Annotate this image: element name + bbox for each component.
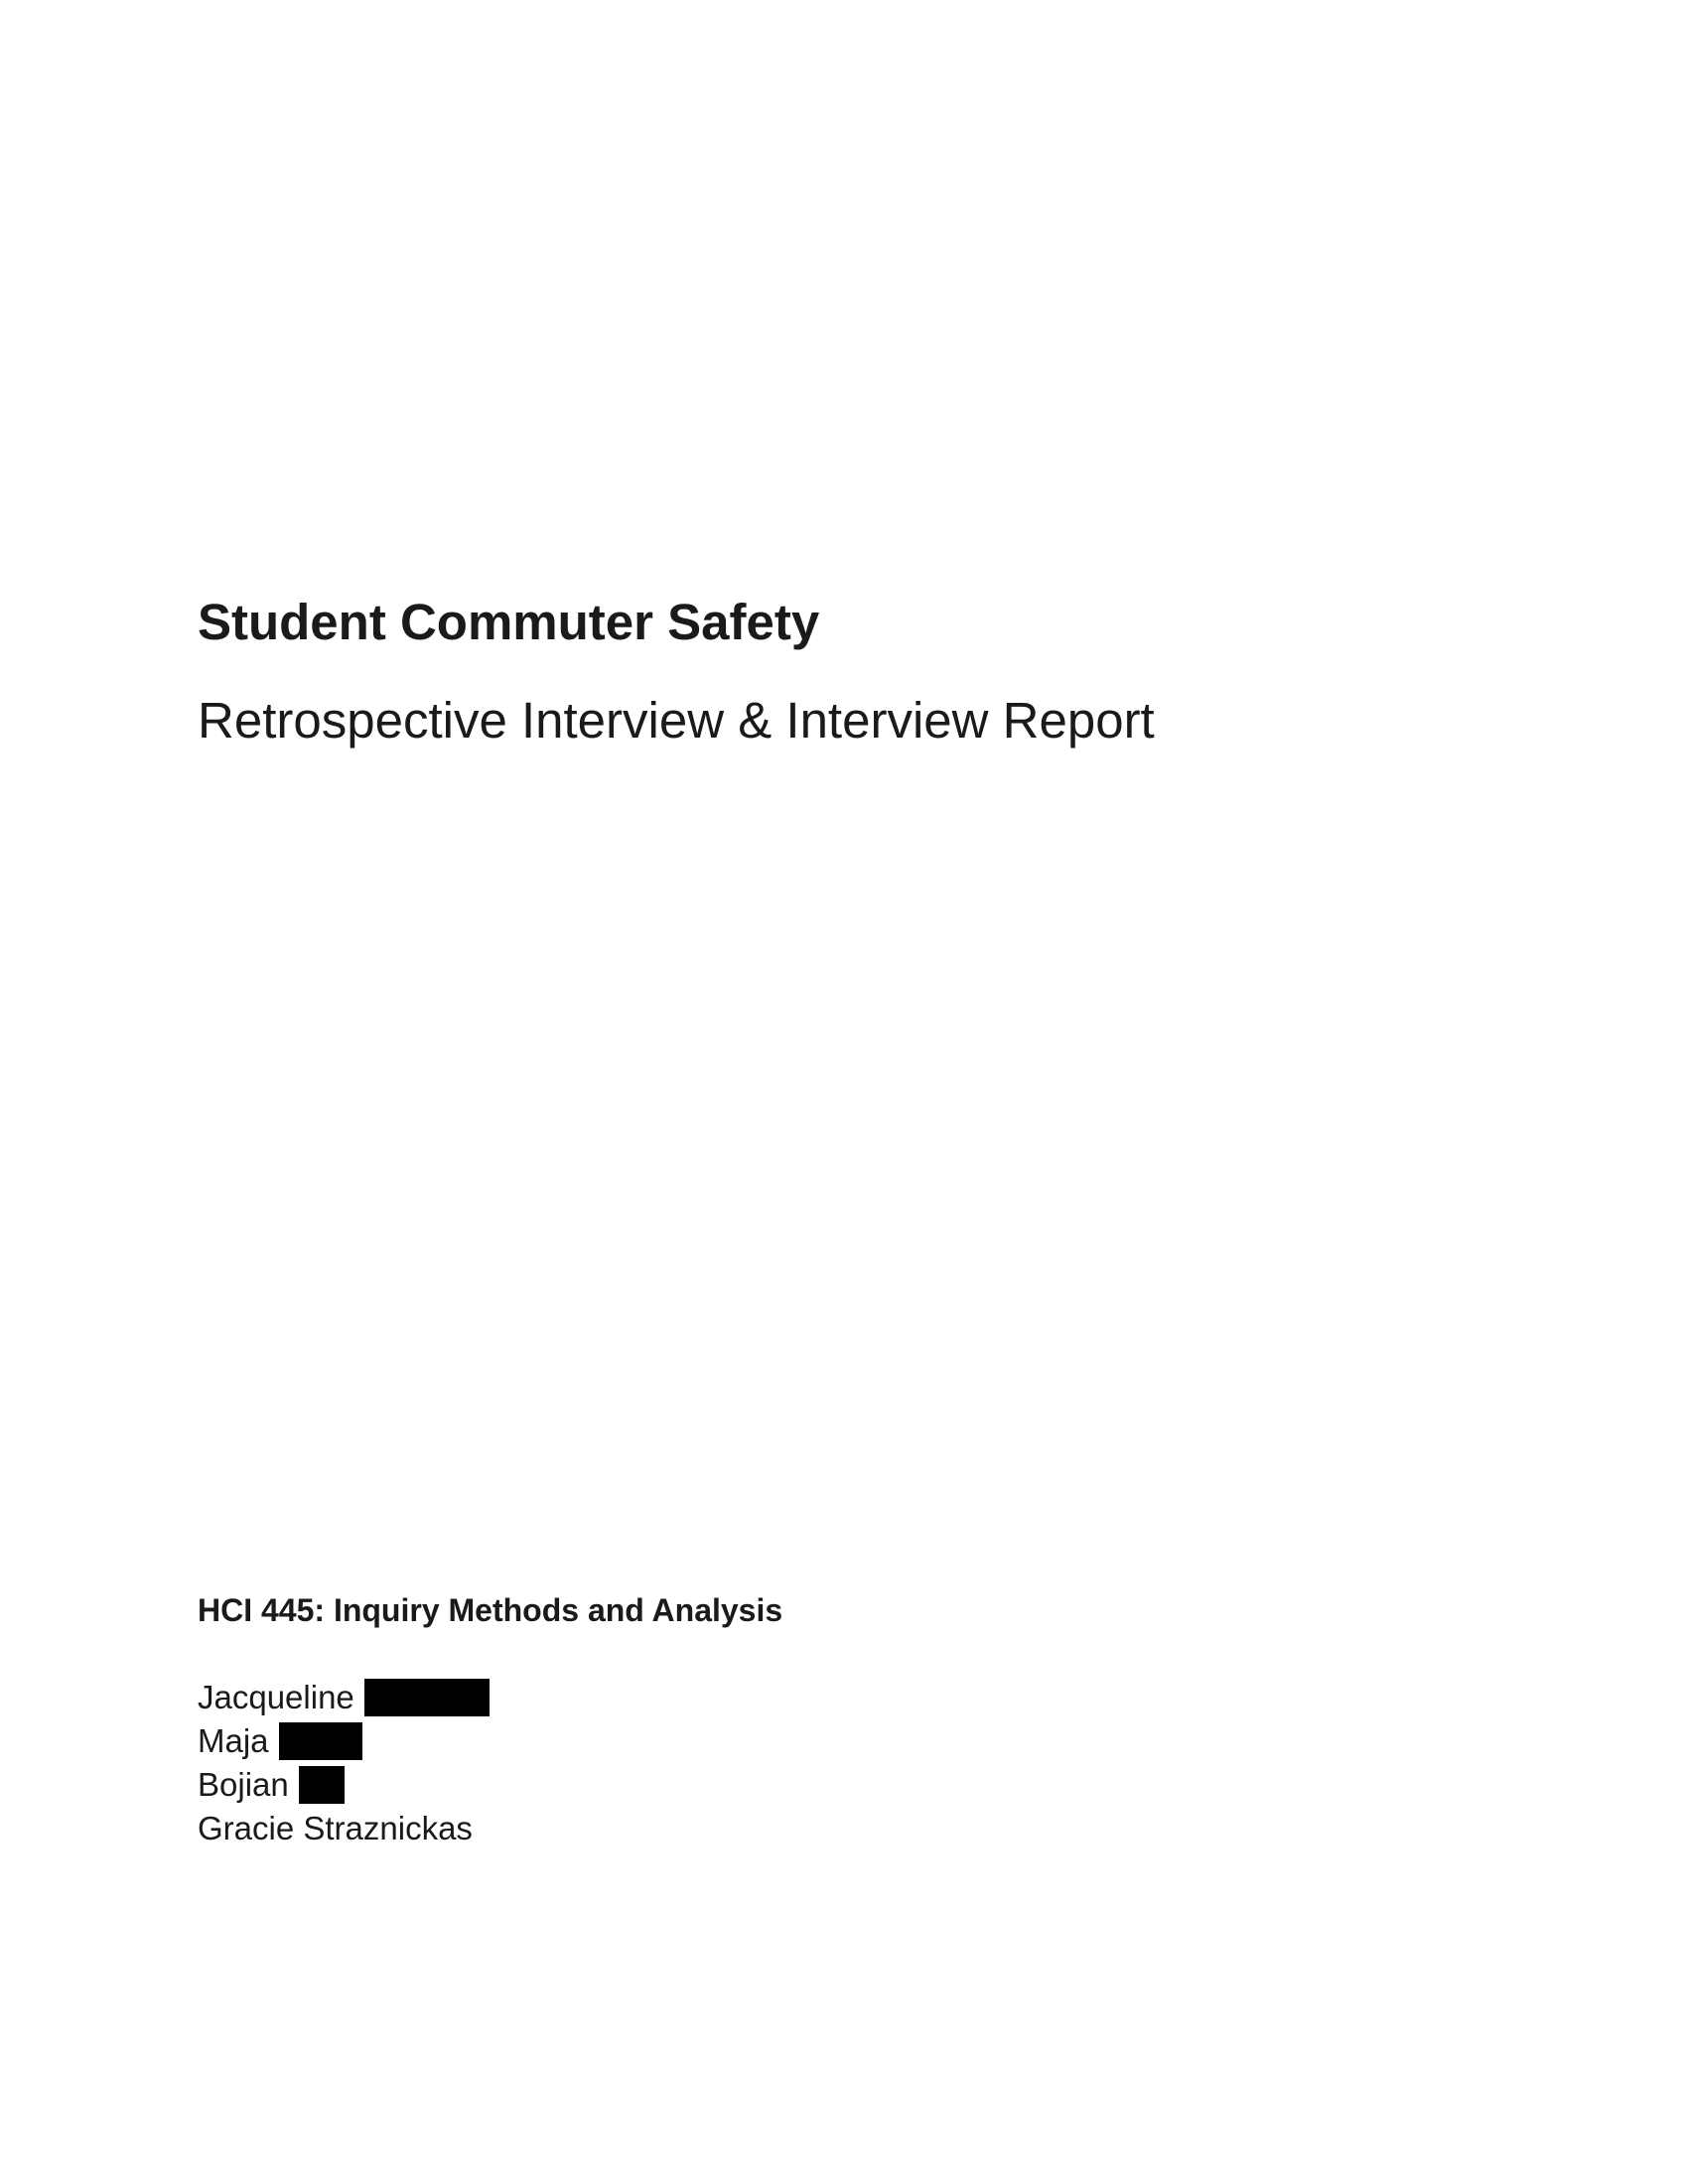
author-item bbox=[198, 1676, 490, 1719]
course-name: HCI 445: Inquiry Methods and Analysis bbox=[198, 1592, 783, 1628]
author-name: Jacqueline bbox=[198, 1679, 354, 1715]
author-list bbox=[198, 1676, 490, 1850]
redaction-block bbox=[364, 1679, 490, 1716]
author-name: Gracie Straznickas bbox=[198, 1810, 473, 1846]
author-item bbox=[198, 1807, 490, 1850]
redaction-block bbox=[299, 1766, 345, 1804]
author-name: Maja bbox=[198, 1722, 269, 1759]
author-item bbox=[198, 1763, 490, 1807]
redaction-block bbox=[279, 1722, 362, 1760]
report-subtitle: Retrospective Interview & Interview Report bbox=[198, 692, 1155, 749]
author-name: Bojian bbox=[198, 1766, 289, 1803]
author-item bbox=[198, 1719, 490, 1763]
report-title: Student Commuter Safety bbox=[198, 594, 820, 650]
